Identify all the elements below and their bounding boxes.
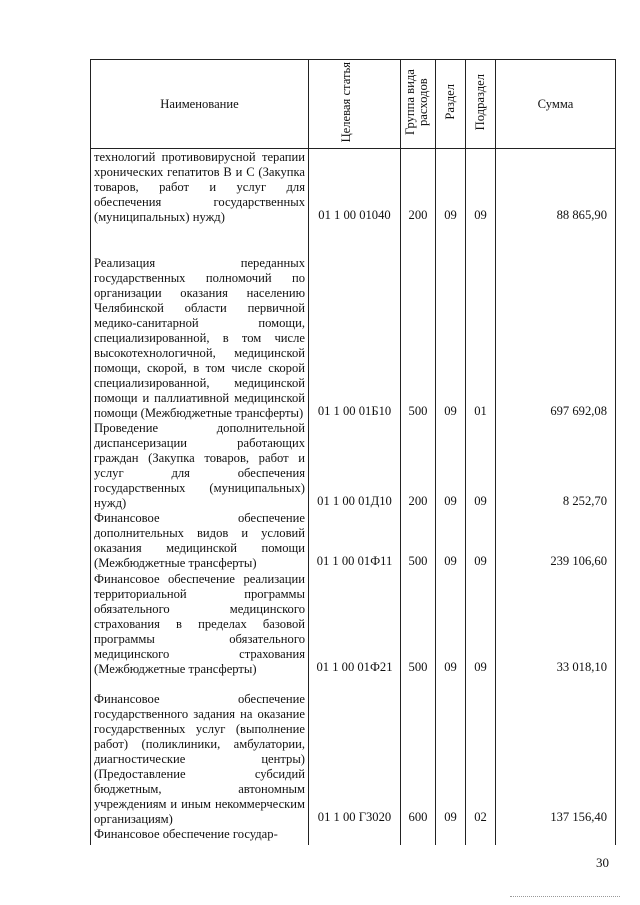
row-target: 01 1 00 Г3020 — [309, 677, 401, 827]
row-target: 01 1 00 01Ф11 — [309, 511, 401, 571]
row-subsection: 01 — [466, 225, 496, 421]
row-subsection — [466, 827, 496, 845]
row-section: 09 — [436, 225, 466, 421]
row-section: 09 — [436, 511, 466, 571]
row-group — [401, 827, 436, 845]
row-name: Проведение дополнительной диспансеризации работающих граждан (Закупка товаров, работ и услуг для обеспечения государственных (муниципальных) нужд) — [91, 421, 309, 511]
row-group: 600 — [401, 677, 436, 827]
row-section: 09 — [436, 149, 466, 225]
table-row — [91, 827, 616, 845]
header-target: Целевая статья — [309, 60, 401, 149]
table-row — [91, 149, 616, 225]
row-group: 500 — [401, 571, 436, 677]
row-target — [309, 827, 401, 845]
row-target: 01 1 00 01Б10 — [309, 225, 401, 421]
row-name: Финансовое обеспечение государственного задания на оказание государственных услуг (выполнение работ) (поликлиники, амбулатории, диагностические центры) (Предоставление субсидий бюджетным, автономным учреждениям и иным некоммерческим организациям) — [91, 677, 309, 827]
row-sum: 33 018,10 — [496, 571, 616, 677]
table-row — [91, 677, 616, 827]
row-target: 01 1 00 01Д10 — [309, 421, 401, 511]
row-name: Финансовое обеспечение реализации территориальной программы обязательного медицинского страхования в пределах базовой программы обязательного медицинского страхования (Межбюджетные трансферты) — [91, 571, 309, 677]
row-subsection: 09 — [466, 149, 496, 225]
row-target: 01 1 00 01040 — [309, 149, 401, 225]
row-name: технологий противовирусной терапии хронических гепатитов В и С (Закупка товаров, работ и услуг для обеспечения государственных (муниципальных) нужд) — [91, 149, 309, 225]
table-row — [91, 511, 616, 571]
row-section: 09 — [436, 677, 466, 827]
page-number: 30 — [596, 855, 609, 870]
row-group: 500 — [401, 225, 436, 421]
header-name: Наименование — [91, 60, 309, 149]
table-row — [91, 571, 616, 677]
header-subsection: Подраздел — [466, 60, 496, 149]
row-name: Финансовое обеспечение дополнительных видов и условий оказания медицинской помощи (Межбюджетные трансферты) — [91, 511, 309, 571]
table-row — [91, 225, 616, 421]
row-subsection: 09 — [466, 421, 496, 511]
row-section: 09 — [436, 421, 466, 511]
table-header-row — [91, 60, 616, 149]
row-section — [436, 827, 466, 845]
row-sum: 137 156,40 — [496, 677, 616, 827]
row-name: Финансовое обеспечение государ- — [91, 827, 309, 845]
header-section: Раздел — [436, 60, 466, 149]
row-target: 01 1 00 01Ф21 — [309, 571, 401, 677]
budget-table — [90, 59, 616, 845]
row-group: 500 — [401, 511, 436, 571]
row-name: Реализация переданных государственных полномочий по организации оказания населению Челябинской области первичной медико-санитарной помощи, специализированной, в том числе высокотехнологичной, медицинской помощи, скорой, в том числе скорой специализированной, медицинской помощи и паллиативной медицинской помощи (Межбюджетные трансферты) — [91, 225, 309, 421]
row-subsection: 09 — [466, 511, 496, 571]
row-sum: 239 106,60 — [496, 511, 616, 571]
table-row — [91, 421, 616, 511]
row-sum: 88 865,90 — [496, 149, 616, 225]
row-sum — [496, 827, 616, 845]
header-sum: Сумма — [496, 60, 616, 149]
row-subsection: 02 — [466, 677, 496, 827]
row-group: 200 — [401, 421, 436, 511]
row-subsection: 09 — [466, 571, 496, 677]
row-section: 09 — [436, 571, 466, 677]
row-group: 200 — [401, 149, 436, 225]
row-sum: 8 252,70 — [496, 421, 616, 511]
scan-artifact — [510, 896, 620, 899]
row-sum: 697 692,08 — [496, 225, 616, 421]
header-group: Группа вида расходов — [401, 60, 436, 149]
